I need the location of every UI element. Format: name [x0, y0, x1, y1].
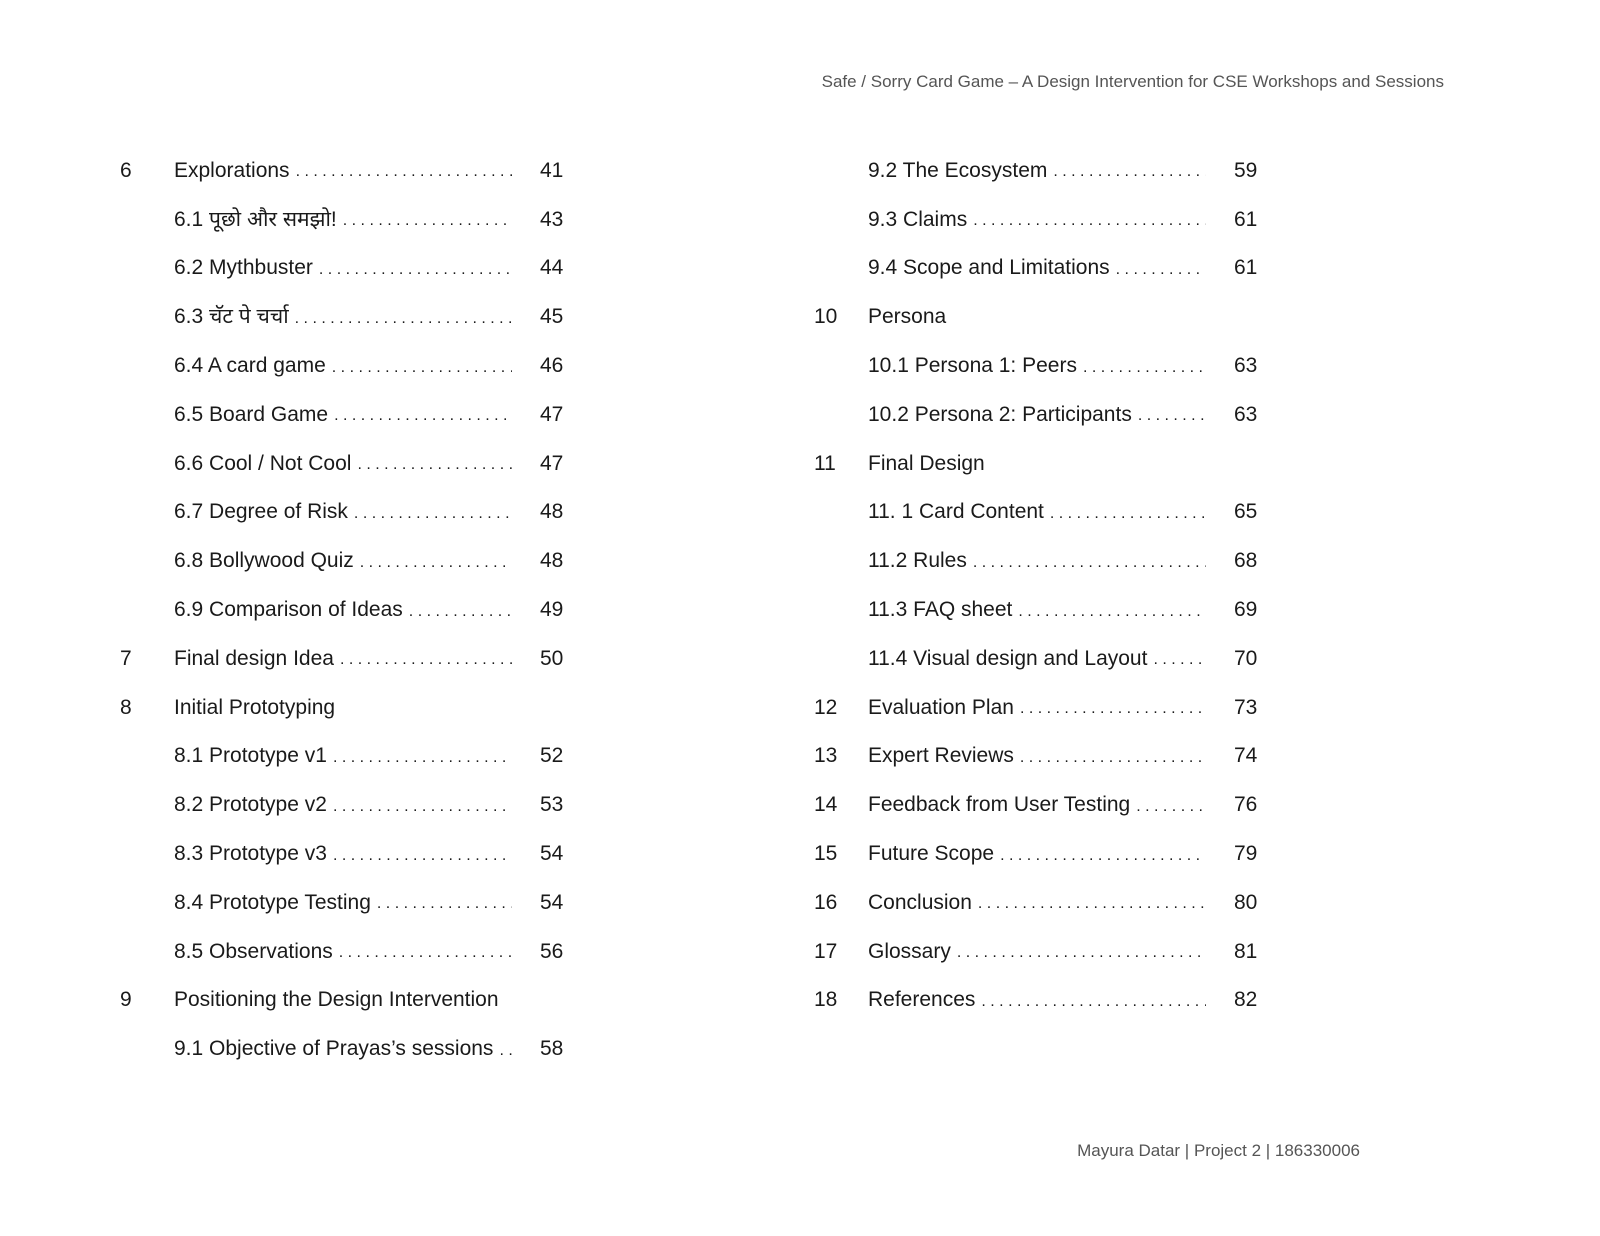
toc-dot-leader — [1083, 360, 1206, 376]
toc-entry-title: Expert Reviews — [868, 744, 1014, 768]
toc-entry[interactable] — [814, 488, 1284, 537]
toc-entry[interactable] — [120, 780, 590, 829]
toc-entry[interactable] — [120, 634, 590, 683]
toc-entry[interactable] — [120, 1024, 590, 1073]
toc-dot-leader — [333, 848, 512, 864]
toc-entry-number: 8 — [120, 695, 132, 719]
toc-dot-leader — [1138, 408, 1206, 424]
toc-entry-title: Final design Idea — [174, 646, 334, 670]
toc-dot-leader — [333, 750, 512, 766]
toc-entry-title: 9.4 Scope and Limitations — [868, 256, 1110, 280]
toc-entry-title: Persona — [868, 305, 947, 329]
toc-entry-page: 61 — [1234, 256, 1258, 280]
toc-entry[interactable] — [814, 341, 1284, 390]
toc-entry-title: 6.4 A card game — [174, 354, 326, 378]
toc-entry[interactable] — [814, 878, 1284, 927]
toc-dot-leader — [499, 1043, 512, 1059]
toc-dot-leader — [334, 408, 512, 424]
toc-entry[interactable] — [120, 585, 590, 634]
toc-entry[interactable] — [120, 829, 590, 878]
toc-entry-page: 81 — [1234, 939, 1258, 963]
toc-entry[interactable] — [120, 976, 590, 1025]
toc-dot-leader — [332, 360, 512, 376]
toc-dot-leader — [409, 604, 512, 620]
toc-entry-title: 6.6 Cool / Not Cool — [174, 451, 352, 475]
toc-dot-leader — [295, 311, 512, 327]
toc-entry-page: 82 — [1234, 988, 1258, 1012]
toc-entry[interactable] — [814, 244, 1284, 293]
toc-entry-page: 45 — [540, 305, 564, 329]
toc-entry[interactable] — [120, 341, 590, 390]
toc-entry-title: 8.1 Prototype v1 — [174, 744, 327, 768]
toc-entry-page: 68 — [1234, 549, 1258, 573]
toc-entry-page: 63 — [1234, 354, 1258, 378]
toc-entry[interactable] — [814, 683, 1284, 732]
toc-entry[interactable] — [120, 878, 590, 927]
toc-entry[interactable] — [120, 390, 590, 439]
toc-entry-title: 6.8 Bollywood Quiz — [174, 549, 354, 573]
toc-dot-leader — [1050, 506, 1206, 522]
toc-entry-title: 8.4 Prototype Testing — [174, 890, 371, 914]
toc-dot-leader — [296, 164, 512, 180]
toc-entry[interactable] — [814, 585, 1284, 634]
toc-dot-leader — [981, 994, 1206, 1010]
toc-entry-number: 17 — [814, 939, 838, 963]
toc-entry[interactable] — [120, 732, 590, 781]
toc-entry[interactable] — [814, 390, 1284, 439]
toc-dot-leader — [973, 213, 1206, 229]
toc-dot-leader — [343, 213, 512, 229]
toc-entry-title: Initial Prototyping — [174, 695, 336, 719]
toc-entry-page: 54 — [540, 842, 564, 866]
toc-entry-page: 52 — [540, 744, 564, 768]
toc-entry-title: 8.3 Prototype v3 — [174, 842, 327, 866]
toc-entry-page: 54 — [540, 890, 564, 914]
toc-entry-page: 48 — [540, 500, 564, 524]
toc-entry[interactable] — [814, 976, 1284, 1025]
toc-entry-page: 80 — [1234, 890, 1258, 914]
toc-dot-leader — [1153, 652, 1206, 668]
toc-entry-title: 6.3 चॅट पे चर्चा — [174, 305, 289, 329]
toc-entry-number: 15 — [814, 842, 838, 866]
toc-entry-number: 13 — [814, 744, 838, 768]
toc-entry-number: 6 — [120, 158, 132, 182]
toc-dot-leader — [1116, 262, 1206, 278]
toc-entry-title: 6.5 Board Game — [174, 402, 329, 426]
toc-dot-leader — [357, 457, 512, 473]
toc-entry[interactable] — [120, 927, 590, 976]
toc-left-column — [120, 146, 590, 1073]
toc-entry[interactable] — [814, 780, 1284, 829]
toc-entry-title: 11.2 Rules — [868, 549, 967, 573]
toc-entry-title: Positioning the Design Intervention — [174, 988, 499, 1012]
toc-entry-title: 11. 1 Card Content — [868, 500, 1044, 524]
toc-entry-title: Future Scope — [868, 842, 995, 866]
toc-entry-title: Feedback from User Testing — [868, 793, 1131, 817]
toc-dot-leader — [978, 896, 1206, 912]
toc-entry-title: 9.2 The Ecosystem — [868, 158, 1048, 182]
toc-dot-leader — [354, 506, 512, 522]
toc-entry[interactable] — [814, 195, 1284, 244]
toc-entry-title: 10.1 Persona 1: Peers — [868, 354, 1077, 378]
toc-dot-leader — [1018, 604, 1206, 620]
toc-entry-page: 50 — [540, 646, 564, 670]
toc-entry-page: 76 — [1234, 793, 1258, 817]
toc-entry-number: 9 — [120, 988, 132, 1012]
toc-entry-title: 8.5 Observations — [174, 939, 333, 963]
toc-entry-page: 43 — [540, 207, 564, 231]
toc-entry-title: 6.7 Degree of Risk — [174, 500, 348, 524]
toc-entry-number: 11 — [814, 451, 836, 475]
toc-entry-page: 53 — [540, 793, 564, 817]
toc-dot-leader — [1000, 848, 1206, 864]
toc-entry-title: 9.1 Objective of Prayas’s sessions — [174, 1037, 494, 1061]
toc-entry[interactable] — [814, 536, 1284, 585]
toc-entry-page: 61 — [1234, 207, 1258, 231]
toc-entry-page: 70 — [1234, 646, 1258, 670]
toc-entry-number: 7 — [120, 646, 132, 670]
toc-entry-number: 16 — [814, 890, 838, 914]
toc-entry-title: 9.3 Claims — [868, 207, 968, 231]
toc-entry[interactable] — [814, 146, 1284, 195]
toc-entry[interactable] — [120, 439, 590, 488]
toc-entry-page: 41 — [540, 158, 564, 182]
toc-entry-page: 63 — [1234, 402, 1258, 426]
toc-dot-leader — [333, 799, 512, 815]
toc-entry-page: 48 — [540, 549, 564, 573]
toc-entry-page: 49 — [540, 598, 564, 622]
toc-entry[interactable] — [120, 536, 590, 585]
toc-entry-page: 79 — [1234, 842, 1258, 866]
toc-dot-leader — [1020, 750, 1206, 766]
toc-entry[interactable] — [120, 146, 590, 195]
toc-entry[interactable] — [814, 439, 1284, 488]
running-footer: Mayura Datar | Project 2 | 186330006 — [1077, 1141, 1360, 1160]
toc-dot-leader — [339, 945, 512, 961]
toc-entry[interactable] — [814, 634, 1284, 683]
toc-dot-leader — [360, 555, 512, 571]
toc-entry-title: Explorations — [174, 158, 290, 182]
toc-entry-page: 56 — [540, 939, 564, 963]
running-header: Safe / Sorry Card Game – A Design Intervention for CSE Workshops and Sessions — [821, 72, 1444, 91]
toc-entry-title: 8.2 Prototype v2 — [174, 793, 327, 817]
toc-entry-title: References — [868, 988, 976, 1012]
toc-entry-title: 10.2 Persona 2: Participants — [868, 402, 1132, 426]
toc-entry-title: 11.3 FAQ sheet — [868, 598, 1013, 622]
toc-entry[interactable] — [814, 927, 1284, 976]
toc-entry-title: Conclusion — [868, 890, 972, 914]
toc-entry-title: 11.4 Visual design and Layout — [868, 646, 1148, 670]
toc-entry-page: 69 — [1234, 598, 1258, 622]
toc-entry-title: 6.2 Mythbuster — [174, 256, 313, 280]
toc-entry-page: 59 — [1234, 158, 1258, 182]
toc-entry-number: 12 — [814, 695, 838, 719]
toc-entry-title: 6.9 Comparison of Ideas — [174, 598, 403, 622]
toc-entry-page: 47 — [540, 451, 564, 475]
toc-entry[interactable] — [120, 244, 590, 293]
toc-dot-leader — [1136, 799, 1206, 815]
toc-dot-leader — [1020, 701, 1206, 717]
toc-entry-page: 73 — [1234, 695, 1258, 719]
toc-entry-page: 46 — [540, 354, 564, 378]
toc-entry-title: Glossary — [868, 939, 951, 963]
toc-entry-title: Final Design — [868, 451, 985, 475]
toc-entry-page: 47 — [540, 402, 564, 426]
toc-entry-page: 44 — [540, 256, 564, 280]
toc-dot-leader — [957, 945, 1206, 961]
toc-entry-page: 74 — [1234, 744, 1258, 768]
toc-entry[interactable] — [814, 292, 1284, 341]
toc-dot-leader — [319, 262, 512, 278]
toc-entry[interactable] — [814, 732, 1284, 781]
toc-dot-leader — [340, 652, 512, 668]
toc-right-column — [814, 146, 1284, 1024]
toc-dot-leader — [377, 896, 512, 912]
toc-entry[interactable] — [120, 488, 590, 537]
toc-entry-number: 10 — [814, 305, 838, 329]
toc-entry-number: 14 — [814, 793, 838, 817]
toc-entry[interactable] — [120, 195, 590, 244]
toc-entry-page: 58 — [540, 1037, 564, 1061]
toc-entry[interactable] — [120, 683, 590, 732]
toc-entry[interactable] — [120, 292, 590, 341]
toc-entry-title: 6.1 पूछो और समझो! — [174, 207, 337, 231]
toc-dot-leader — [1053, 164, 1206, 180]
toc-entry-number: 18 — [814, 988, 838, 1012]
toc-entry-title: Evaluation Plan — [868, 695, 1014, 719]
toc-dot-leader — [973, 555, 1206, 571]
toc-entry-page: 65 — [1234, 500, 1258, 524]
toc-entry[interactable] — [814, 829, 1284, 878]
